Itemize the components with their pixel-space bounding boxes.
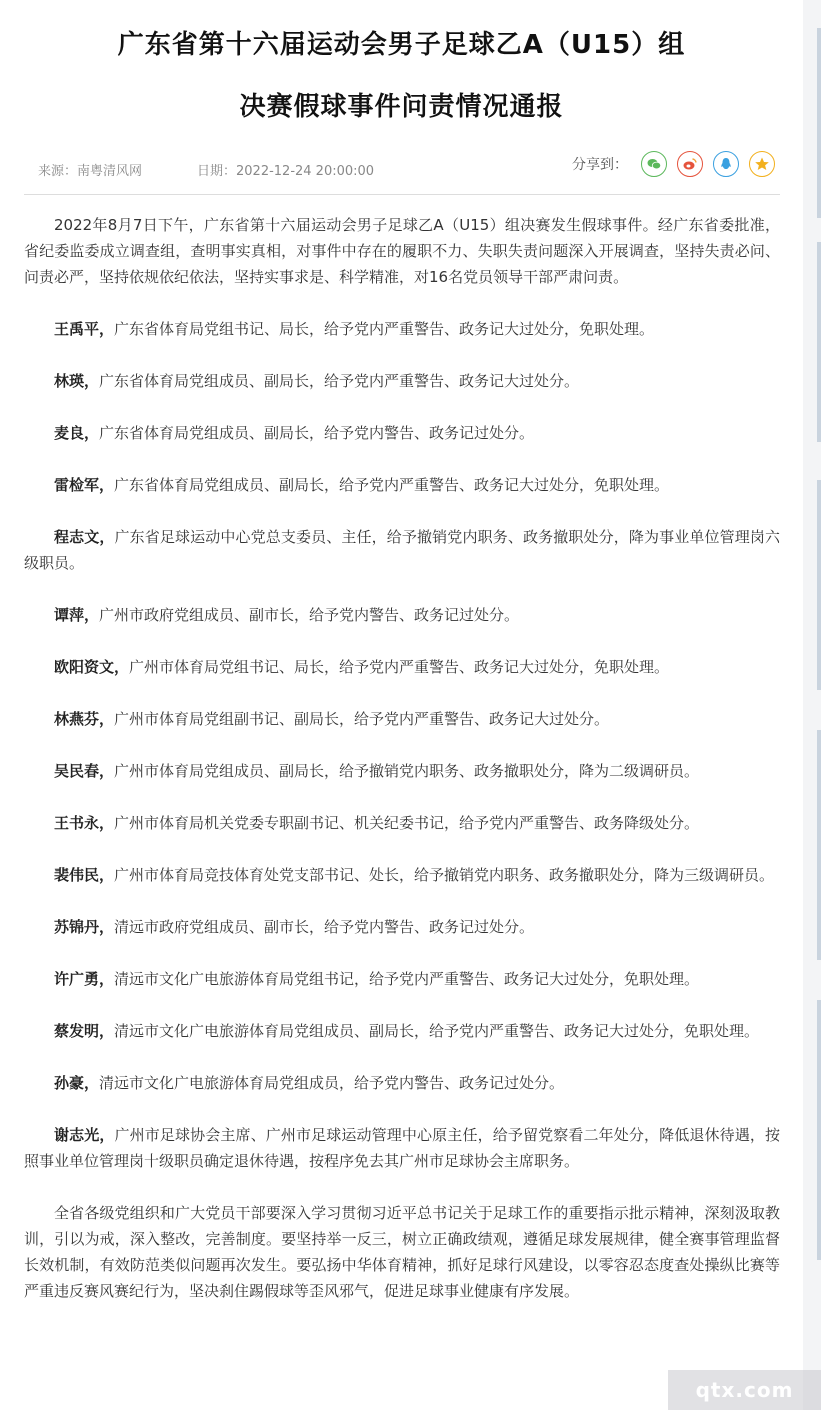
list-item [24,1070,780,1096]
person-name: 许广勇， [54,970,115,988]
penalty-text: 广东省足球运动中心党总支委员、主任，给予撤销党内职务、政务撤职处分，降为事业单位管理岗六级职员。 [24,528,780,572]
penalty-text: 广州市体育局党组成员、副局长，给予撤销党内职务、政务撤职处分，降为二级调研员。 [114,762,700,780]
weibo-icon [682,156,698,172]
list-item [24,524,780,576]
header-divider [24,194,780,195]
penalty-text: 广州市政府党组成员、副市长，给予党内警告、政务记过处分。 [99,606,520,624]
person-name: 裴伟民， [54,866,115,884]
share-qzone-button[interactable] [749,151,775,177]
person-name: 林燕芬， [54,710,115,728]
penalty-text: 广东省体育局党组成员、副局长，给予党内警告、政务记过处分。 [99,424,535,442]
qq-icon [718,156,734,172]
share-wechat-button[interactable] [641,151,667,177]
share-weibo-button[interactable] [677,151,703,177]
list-item [24,862,780,888]
wechat-icon [646,156,662,172]
person-name: 林瑛， [54,372,100,390]
penalty-text: 广州市体育局党组副书记、副局长，给予党内严重警告、政务记大过处分。 [114,710,610,728]
penalty-text: 广东省体育局党组书记、局长，给予党内严重警告、政务记大过处分，免职处理。 [114,320,655,338]
intro-paragraph: 2022年8月7日下午，广东省第十六届运动会男子足球乙A（U15）组决赛发生假球事件。经广东省委批准，省纪委监委成立调查组，查明事实真相，对事件中存在的履职不力、失职失责问题深入开展调查，坚持失责必问、问责必严，坚持依规依纪依法，坚持实事求是、科学精准，对16名党员领导干部严肃问责。 [24,216,780,286]
penalty-text: 广东省体育局党组成员、副局长，给予党内严重警告、政务记大过处分。 [99,372,580,390]
person-name: 程志文， [54,528,115,546]
side-panel-mark [817,480,821,690]
person-name: 麦良， [54,424,100,442]
person-name: 孙豪， [54,1074,100,1092]
penalty-text: 清远市文化广电旅游体育局党组书记，给予党内严重警告、政务记大过处分，免职处理。 [114,970,700,988]
penalty-text: 广州市体育局机关党委专职副书记、机关纪委书记，给予党内严重警告、政务降级处分。 [114,814,700,832]
share-label: 分享到： [572,157,628,173]
article-title-line1: 广东省第十六届运动会男子足球乙A（U15）组 [117,30,686,60]
side-panel-mark [817,242,821,442]
list-item [24,472,780,498]
article-date: 日期：2022-12-24 20:00:00 [197,164,375,179]
person-name: 蔡发明， [54,1022,115,1040]
list-item [24,810,780,836]
person-name: 雷检军， [54,476,115,494]
person-name: 谭萍， [54,606,100,624]
person-name: 谢志光， [54,1126,115,1144]
star-icon [754,156,770,172]
list-item [24,758,780,784]
list-item [24,1122,780,1174]
penalty-text: 清远市文化广电旅游体育局党组成员，给予党内警告、政务记过处分。 [99,1074,565,1092]
side-panel-mark [817,28,821,218]
article-body [24,212,780,1330]
penalty-text: 清远市政府党组成员、副市长，给予党内警告、政务记过处分。 [114,918,535,936]
list-item [24,368,780,394]
side-panel-mark [817,1000,821,1260]
list-item [24,1018,780,1044]
penalty-text: 广东省体育局党组成员、副局长，给予党内严重警告、政务记大过处分，免职处理。 [114,476,670,494]
list-item [24,966,780,992]
list-item [24,420,780,446]
side-panel-mark [817,730,821,960]
watermark-text: qtx.com [695,1378,794,1402]
penalty-text: 广州市体育局党组书记、局长，给予党内严重警告、政务记大过处分，免职处理。 [129,658,670,676]
penalty-text: 广州市足球协会主席、广州市足球运动管理中心原主任，给予留党察看二年处分，降低退休待遇，按照事业单位管理岗十级职员确定退休待遇，按程序免去其广州市足球协会主席职务。 [24,1126,780,1170]
closing-paragraph: 全省各级党组织和广大党员干部要深入学习贯彻习近平总书记关于足球工作的重要指示批示精神，深刻汲取教训，引以为戒，深入整改，完善制度。要坚持举一反三，树立正确政绩观，遵循足球发展规律，健全赛事管理监督长效机制，有效防范类似问题再次发生。要弘扬中华体育精神，抓好足球行风建设，以零容忍态度查处操纵比赛等严重违反赛风赛纪行为，坚决刹住踢假球等歪风邪气，促进足球事业健康有序发展。 [24,1204,780,1300]
article-title-line2: 决赛假球事件问责情况通报 [239,92,564,122]
person-name: 欧阳资文， [54,658,130,676]
person-name: 王禹平， [54,320,115,338]
site-watermark [668,1370,821,1410]
penalty-text: 广州市体育局竞技体育处党支部书记、处长，给予撤销党内职务、政务撤职处分，降为三级调研员。 [114,866,775,884]
list-item [24,654,780,680]
list-item [24,316,780,342]
penalty-text: 清远市文化广电旅游体育局党组成员、副局长，给予党内严重警告、政务记大过处分，免职处理。 [114,1022,760,1040]
person-name: 王书永， [54,814,115,832]
person-name: 苏锦丹， [54,918,115,936]
article-source: 来源：南粤清风网 [38,164,143,179]
list-item [24,914,780,940]
list-item [24,602,780,628]
list-item [24,706,780,732]
person-name: 吴民春， [54,762,115,780]
share-qq-button[interactable] [713,151,739,177]
